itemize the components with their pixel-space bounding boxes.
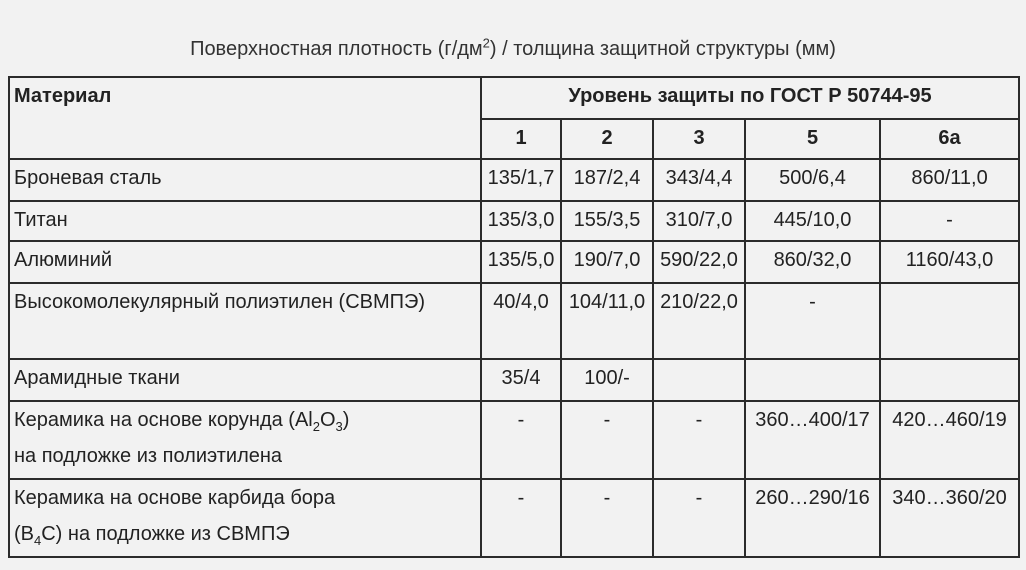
value-cell: -	[481, 401, 561, 479]
level-header: 5	[745, 119, 880, 159]
value-cell: 100/-	[561, 359, 653, 401]
value-cell: 860/32,0	[745, 241, 880, 283]
value-cell: -	[745, 283, 880, 359]
material-cell: Керамика на основе корунда $(Al_2O_3)$ на подложке из полиэтилена	[9, 401, 481, 479]
value-cell: 360…400/17	[745, 401, 880, 479]
value-cell: 343/4,4	[653, 159, 745, 201]
value-cell: 190/7,0	[561, 241, 653, 283]
header-row	[9, 77, 1019, 119]
value-cell: 420…460/19	[880, 401, 1019, 479]
value-cell: 210/22,0	[653, 283, 745, 359]
level-header: 3	[653, 119, 745, 159]
material-cell: Алюминий	[9, 241, 481, 283]
material-header: Материал	[9, 77, 481, 159]
value-cell: 135/3,0	[481, 201, 561, 241]
table-row	[9, 241, 1019, 283]
value-cell: 1160/43,0	[880, 241, 1019, 283]
armor-table	[8, 76, 1020, 558]
value-cell: 310/7,0	[653, 201, 745, 241]
value-cell: 860/11,0	[880, 159, 1019, 201]
table-row	[9, 201, 1019, 241]
value-cell: 155/3,5	[561, 201, 653, 241]
value-cell: 445/10,0	[745, 201, 880, 241]
value-cell: 104/11,0	[561, 283, 653, 359]
level-header: 2	[561, 119, 653, 159]
value-cell: -	[481, 479, 561, 557]
material-cell: Арамидные ткани	[9, 359, 481, 401]
level-header: 1	[481, 119, 561, 159]
table-row	[9, 479, 1019, 557]
value-cell	[880, 283, 1019, 359]
value-cell: 340…360/20	[880, 479, 1019, 557]
value-cell: 40/4,0	[481, 283, 561, 359]
value-cell	[745, 359, 880, 401]
value-cell: 135/1,7	[481, 159, 561, 201]
table-caption: Поверхностная плотность $(г/дм^2)$ / толщина защитной структуры (мм)	[190, 35, 836, 60]
value-cell: 187/2,4	[561, 159, 653, 201]
value-cell: 500/6,4	[745, 159, 880, 201]
table-row	[9, 283, 1019, 359]
value-cell: 260…290/16	[745, 479, 880, 557]
value-cell: 135/5,0	[481, 241, 561, 283]
value-cell: -	[653, 401, 745, 479]
value-cell: 590/22,0	[653, 241, 745, 283]
value-cell: 35/4	[481, 359, 561, 401]
material-cell: Высокомолекулярный полиэтилен (СВМПЭ)	[9, 283, 481, 359]
value-cell: -	[880, 201, 1019, 241]
material-cell: Керамика на основе карбида бора $(B_4C)$ на подложке из СВМПЭ	[9, 479, 481, 557]
level-header: 6а	[880, 119, 1019, 159]
table-row	[9, 359, 1019, 401]
material-cell: Броневая сталь	[9, 159, 481, 201]
material-cell: Титан	[9, 201, 481, 241]
table-row	[9, 159, 1019, 201]
table-row	[9, 401, 1019, 479]
value-cell: -	[561, 401, 653, 479]
value-cell	[880, 359, 1019, 401]
protection-level-header: Уровень защиты по ГОСТ Р 50744-95	[481, 77, 1019, 119]
value-cell: -	[653, 479, 745, 557]
value-cell: -	[561, 479, 653, 557]
value-cell	[653, 359, 745, 401]
